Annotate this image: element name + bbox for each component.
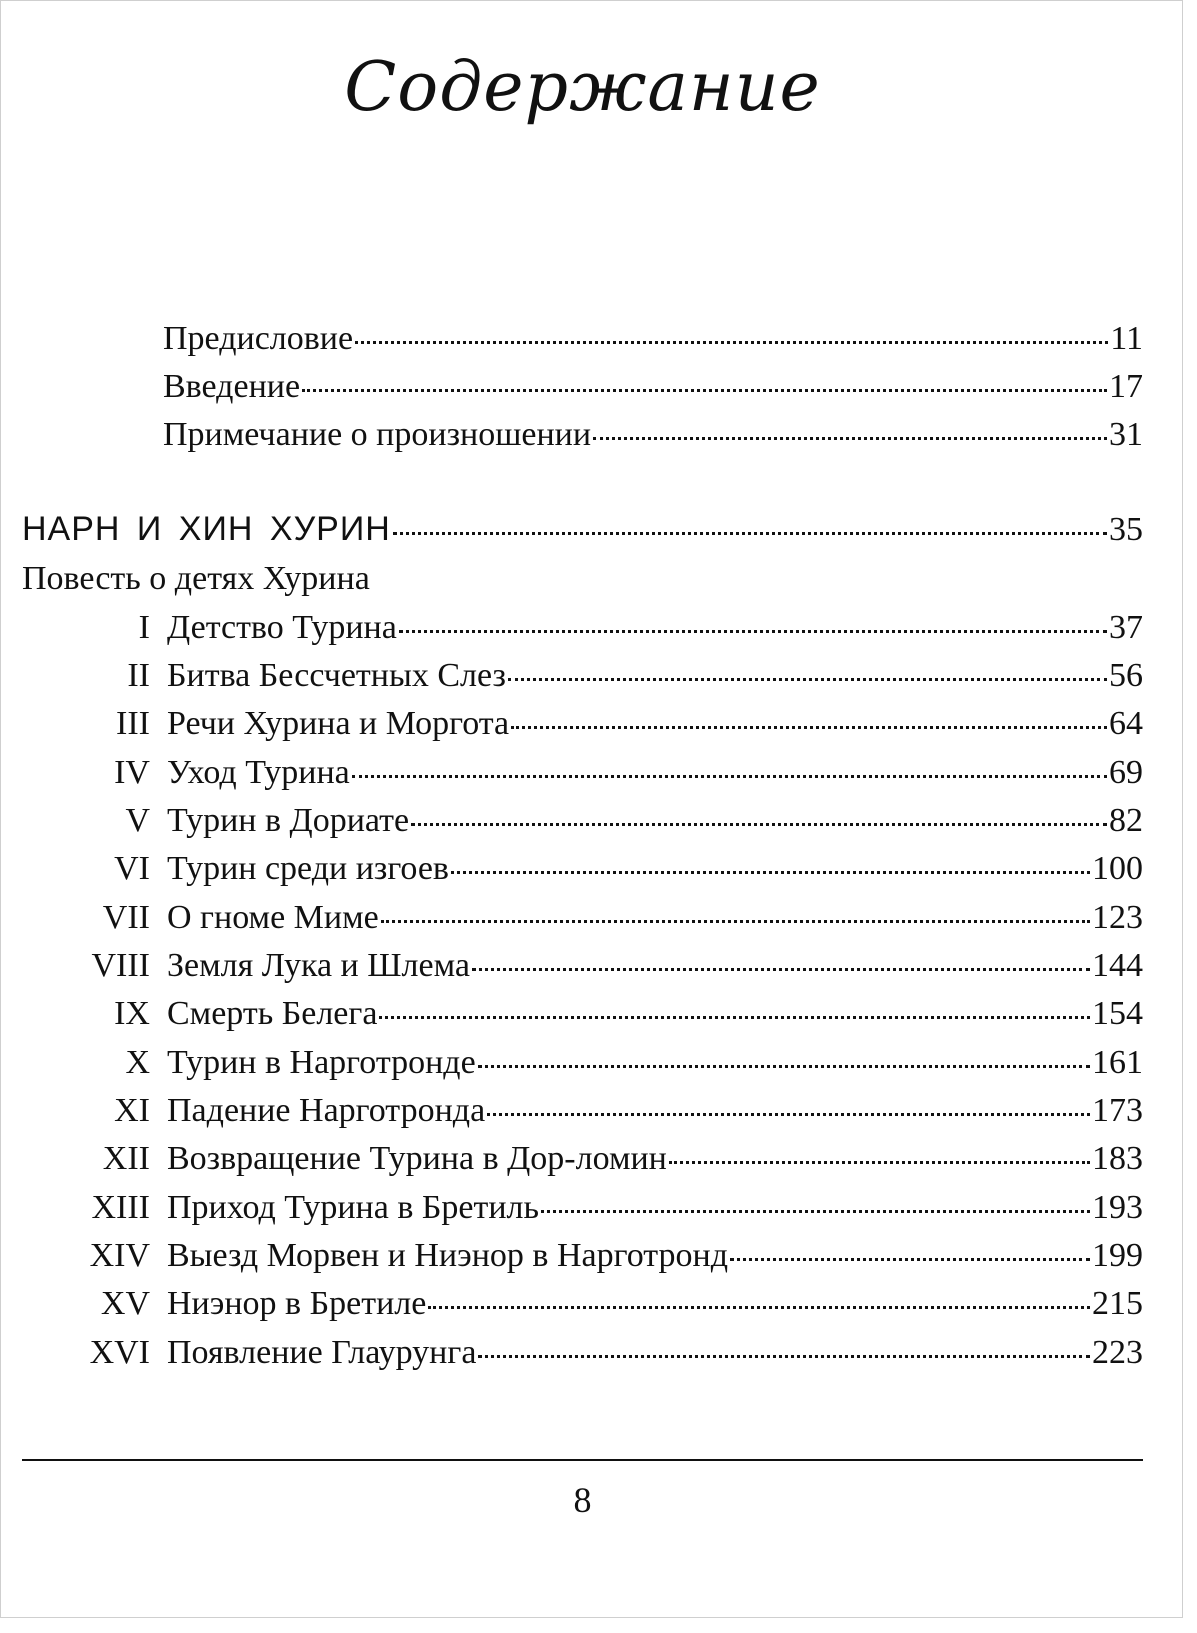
- dot-leader: [487, 1113, 1090, 1116]
- chapter-page: 37: [1109, 609, 1143, 646]
- dot-leader: [508, 678, 1107, 681]
- chapter-page: 56: [1109, 657, 1143, 694]
- chapter-page: 154: [1092, 995, 1143, 1032]
- footer-rule: [22, 1459, 1143, 1461]
- chapter-page: 173: [1092, 1092, 1143, 1129]
- toc-chapter-entry[interactable]: [75, 1137, 1143, 1181]
- chapter-title: Уход Турина: [167, 754, 350, 791]
- chapter-page: 161: [1092, 1044, 1143, 1081]
- chapter-numeral: I: [138, 609, 150, 646]
- chapter-numeral: V: [125, 802, 150, 839]
- dot-leader: [730, 1258, 1090, 1261]
- chapter-page: 193: [1092, 1189, 1143, 1226]
- dot-leader: [593, 437, 1107, 440]
- chapter-title: Речи Хурина и Моргота: [167, 705, 510, 742]
- chapter-title: Ниэнор в Бретиле: [167, 1285, 427, 1322]
- chapter-numeral: XVI: [89, 1334, 150, 1371]
- dot-leader: [352, 775, 1107, 778]
- dot-leader: [669, 1161, 1090, 1164]
- toc-entry-introduction[interactable]: [163, 365, 1143, 409]
- toc-chapter-entry[interactable]: [75, 1282, 1143, 1326]
- chapter-page: 64: [1109, 705, 1143, 742]
- chapter-page: 199: [1092, 1237, 1143, 1274]
- toc-entry-page: 17: [1109, 368, 1143, 405]
- chapter-title: Турин в Нарготронде: [167, 1044, 476, 1081]
- toc-entry-page: 11: [1110, 320, 1143, 357]
- chapter-numeral: IX: [114, 995, 150, 1032]
- toc-entry-pronunciation-note[interactable]: [163, 413, 1143, 457]
- dot-leader: [511, 726, 1107, 729]
- chapter-title: Земля Лука и Шлема: [167, 947, 470, 984]
- chapter-numeral: XIII: [91, 1189, 150, 1226]
- toc-entry-label: Предисловие: [163, 320, 354, 357]
- dot-leader: [379, 1016, 1090, 1019]
- dot-leader: [381, 920, 1090, 923]
- toc-chapter-entry[interactable]: [75, 799, 1143, 843]
- chapter-numeral: XII: [102, 1140, 150, 1177]
- toc-chapter-entry[interactable]: [75, 1089, 1143, 1133]
- chapter-title: Падение Нарготронда: [167, 1092, 486, 1129]
- chapter-page: 223: [1092, 1334, 1143, 1371]
- dot-leader: [393, 532, 1107, 535]
- chapter-title: О гноме Миме: [167, 899, 379, 936]
- chapter-page: 69: [1109, 754, 1143, 791]
- toc-chapter-entry[interactable]: [75, 606, 1143, 650]
- chapter-title: Детство Турина: [167, 609, 397, 646]
- chapter-numeral: VI: [114, 850, 150, 887]
- toc-chapter-entry[interactable]: [75, 896, 1143, 940]
- dot-leader: [302, 389, 1107, 392]
- dot-leader: [451, 871, 1090, 874]
- chapter-numeral: VIII: [91, 947, 150, 984]
- chapter-numeral: II: [127, 657, 150, 694]
- toc-chapter-entry[interactable]: [75, 944, 1143, 988]
- chapter-numeral: XV: [100, 1285, 150, 1322]
- chapter-title: Турин среди изгоев: [167, 850, 449, 887]
- toc-entry-label: Примечание о произношении: [163, 416, 592, 453]
- dot-leader: [541, 1210, 1090, 1213]
- toc-chapter-entry[interactable]: [75, 847, 1143, 891]
- dot-leader: [411, 823, 1107, 826]
- dot-leader: [399, 630, 1107, 633]
- dot-leader: [428, 1306, 1090, 1309]
- toc-chapter-entry[interactable]: [75, 702, 1143, 746]
- dot-leader: [478, 1355, 1090, 1358]
- book-title: НАРН И ХИН ХУРИН: [22, 510, 391, 548]
- toc-entry-page: 31: [1109, 416, 1143, 453]
- chapter-title: Возвращение Турина в Дор-ломин: [167, 1140, 667, 1177]
- dot-leader: [478, 1065, 1090, 1068]
- chapter-numeral: IV: [114, 754, 150, 791]
- chapter-numeral: XIV: [89, 1237, 150, 1274]
- chapter-title: Появление Глаурунга: [167, 1334, 477, 1371]
- chapter-page: 82: [1109, 802, 1143, 839]
- toc-chapter-entry[interactable]: [75, 1234, 1143, 1278]
- chapter-page: 144: [1092, 947, 1143, 984]
- chapter-numeral: X: [125, 1044, 150, 1081]
- chapter-page: 183: [1092, 1140, 1143, 1177]
- chapter-title: Выезд Морвен и Ниэнор в Нарготронд: [167, 1237, 729, 1274]
- book-subtitle: Повесть о детях Хурина: [22, 560, 370, 597]
- dot-leader: [355, 341, 1108, 344]
- page-title: Содержание: [344, 48, 821, 127]
- dot-leader: [472, 968, 1090, 971]
- chapter-title: Битва Бессчетных Слез: [167, 657, 506, 694]
- page-number: 8: [573, 1480, 592, 1520]
- toc-chapter-entry[interactable]: [75, 992, 1143, 1036]
- chapter-title: Смерть Белега: [167, 995, 378, 1032]
- chapter-title: Приход Турина в Бретиль: [167, 1189, 540, 1226]
- chapter-page: 100: [1092, 850, 1143, 887]
- chapter-page: 215: [1092, 1285, 1143, 1322]
- chapter-numeral: XI: [114, 1092, 150, 1129]
- toc-chapter-entry[interactable]: [75, 1186, 1143, 1230]
- toc-entry-page: 35: [1109, 511, 1143, 548]
- toc-entry-preface[interactable]: [163, 317, 1143, 361]
- chapter-page: 123: [1092, 899, 1143, 936]
- toc-entry-book-title[interactable]: [22, 507, 1143, 552]
- toc-chapter-entry[interactable]: [75, 1041, 1143, 1085]
- chapter-numeral: III: [116, 705, 150, 742]
- chapter-numeral: VII: [102, 899, 150, 936]
- toc-chapter-entry[interactable]: [75, 751, 1143, 795]
- toc-entry-label: Введение: [163, 368, 301, 405]
- toc-chapter-entry[interactable]: [75, 654, 1143, 698]
- toc-chapter-entry[interactable]: [75, 1331, 1143, 1375]
- chapter-title: Турин в Дориате: [167, 802, 410, 839]
